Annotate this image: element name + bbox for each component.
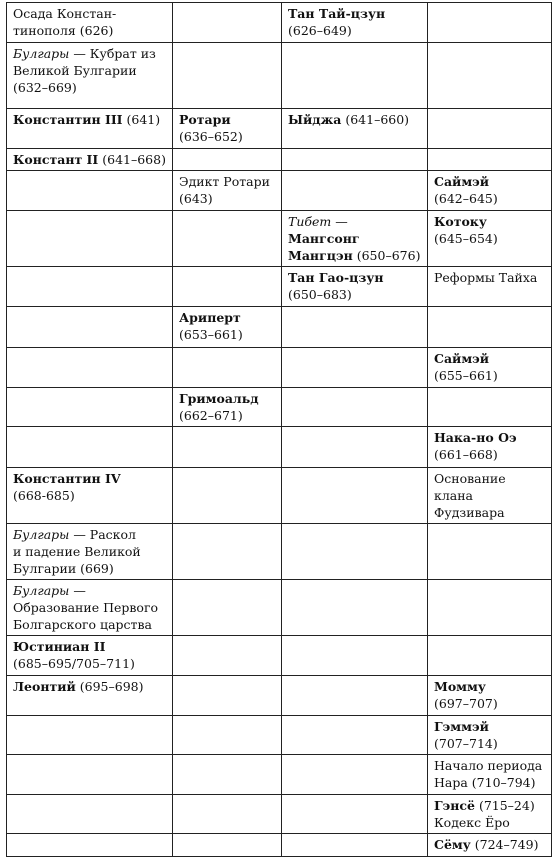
table-cell-japan xyxy=(428,109,552,149)
table-cell-italy-lombards xyxy=(173,834,282,857)
cell-text: Кодекс Ёро xyxy=(434,815,510,830)
table-cell-italy-lombards xyxy=(173,388,282,427)
cell-line xyxy=(434,350,547,367)
table-row xyxy=(7,307,552,348)
bold-text: Мангсонг xyxy=(288,231,360,246)
cell-line xyxy=(434,367,547,384)
cell-text: (685–695/705–711) xyxy=(13,656,135,671)
cell-line xyxy=(13,22,168,39)
cell-line xyxy=(288,111,423,128)
cell-line xyxy=(13,79,168,96)
table-cell-byzantium-and-balkans xyxy=(7,388,173,427)
cell-text: (695–698) xyxy=(75,679,144,694)
bold-text: Ариперт xyxy=(179,310,241,325)
table-cell-byzantium-and-balkans xyxy=(7,427,173,468)
cell-text: Нара (710–794) xyxy=(434,775,536,790)
bold-text: Константин IV xyxy=(13,471,121,486)
table-cell-italy-lombards xyxy=(173,795,282,834)
table-row xyxy=(7,427,552,468)
cell-line xyxy=(434,429,547,446)
cell-line xyxy=(434,470,547,504)
table-cell-china-korea-tibet xyxy=(282,676,428,716)
cell-text: (641–660) xyxy=(341,112,410,127)
table-cell-china-korea-tibet xyxy=(282,834,428,857)
cell-line xyxy=(13,470,168,487)
table-row xyxy=(7,795,552,834)
cell-text: (642–645) xyxy=(434,191,498,206)
cell-text: (668-685) xyxy=(13,488,75,503)
cell-line xyxy=(288,269,423,286)
bold-text: Сёму xyxy=(434,837,471,852)
table-cell-italy-lombards xyxy=(173,109,282,149)
table-cell-italy-lombards xyxy=(173,755,282,795)
table-row xyxy=(7,171,552,211)
table-row xyxy=(7,834,552,857)
bold-text: Гримоальд xyxy=(179,391,259,406)
table-cell-italy-lombards xyxy=(173,427,282,468)
cell-line xyxy=(434,269,547,286)
bold-text: Ыйджа xyxy=(288,112,342,127)
table-cell-china-korea-tibet xyxy=(282,43,428,109)
cell-text: и падение Великой xyxy=(13,544,141,559)
table-cell-byzantium-and-balkans xyxy=(7,716,173,755)
bold-text: Гэммэй xyxy=(434,719,489,734)
chronology-table-body xyxy=(7,3,552,857)
table-cell-italy-lombards xyxy=(173,676,282,716)
cell-line xyxy=(434,718,547,735)
cell-text: Фудзивара xyxy=(434,505,505,520)
italic-text: Тибет xyxy=(288,214,332,229)
table-cell-byzantium-and-balkans xyxy=(7,580,173,636)
chronology-table xyxy=(6,2,552,857)
cell-line xyxy=(13,655,168,672)
table-cell-italy-lombards xyxy=(173,716,282,755)
table-row xyxy=(7,636,552,676)
table-cell-byzantium-and-balkans xyxy=(7,636,173,676)
cell-text: (645–654) xyxy=(434,231,498,246)
cell-line xyxy=(13,560,168,577)
bold-text: Саймэй xyxy=(434,174,490,189)
bold-text: Тан Тай-цзун xyxy=(288,6,386,21)
table-cell-japan xyxy=(428,636,552,676)
bold-text: Константин III xyxy=(13,112,123,127)
table-cell-china-korea-tibet xyxy=(282,149,428,171)
table-cell-byzantium-and-balkans xyxy=(7,524,173,580)
table-cell-china-korea-tibet xyxy=(282,211,428,267)
cell-text: Великой Булгарии xyxy=(13,63,137,78)
cell-line xyxy=(434,836,547,853)
cell-line xyxy=(434,757,547,774)
table-cell-byzantium-and-balkans xyxy=(7,468,173,524)
table-cell-italy-lombards xyxy=(173,3,282,43)
cell-text: (653–661) xyxy=(179,327,243,342)
cell-text: (626–649) xyxy=(288,23,352,38)
table-cell-byzantium-and-balkans xyxy=(7,348,173,388)
cell-text: (662–671) xyxy=(179,408,243,423)
cell-text: (636–652) xyxy=(179,129,243,144)
cell-line xyxy=(13,678,168,695)
cell-text: (643) xyxy=(179,191,213,206)
cell-line xyxy=(288,286,423,303)
cell-text: — Раскол xyxy=(69,527,136,542)
cell-line xyxy=(434,446,547,463)
cell-text: (697–707) xyxy=(434,696,498,711)
table-cell-italy-lombards xyxy=(173,307,282,348)
table-row xyxy=(7,716,552,755)
cell-text: — xyxy=(331,214,348,229)
table-row xyxy=(7,676,552,716)
table-cell-byzantium-and-balkans xyxy=(7,171,173,211)
cell-line xyxy=(179,326,277,343)
table-cell-japan xyxy=(428,676,552,716)
table-cell-china-korea-tibet xyxy=(282,468,428,524)
cell-line xyxy=(13,582,168,599)
bold-text: Констант II xyxy=(13,152,99,167)
cell-text: (715–24) xyxy=(474,798,535,813)
table-cell-japan xyxy=(428,3,552,43)
table-cell-italy-lombards xyxy=(173,149,282,171)
table-cell-italy-lombards xyxy=(173,211,282,267)
table-cell-china-korea-tibet xyxy=(282,755,428,795)
cell-line xyxy=(13,487,168,504)
table-cell-byzantium-and-balkans xyxy=(7,755,173,795)
bold-text: Юстиниан II xyxy=(13,639,106,654)
cell-line xyxy=(434,797,547,814)
table-cell-byzantium-and-balkans xyxy=(7,676,173,716)
cell-line xyxy=(13,5,168,22)
table-row xyxy=(7,109,552,149)
cell-text: Болгарского царства xyxy=(13,617,152,632)
cell-line xyxy=(288,22,423,39)
cell-text: — Кубрат из xyxy=(69,46,156,61)
table-cell-china-korea-tibet xyxy=(282,267,428,307)
table-cell-japan xyxy=(428,468,552,524)
table-cell-byzantium-and-balkans xyxy=(7,795,173,834)
bold-text: Ротари xyxy=(179,112,231,127)
cell-line xyxy=(179,173,277,190)
table-row xyxy=(7,524,552,580)
cell-text: Эдикт Ротари xyxy=(179,174,270,189)
cell-text: Основание клана xyxy=(434,471,506,503)
cell-text: (650–683) xyxy=(288,287,352,302)
table-cell-japan xyxy=(428,795,552,834)
table-row xyxy=(7,580,552,636)
cell-text: (724–749) xyxy=(470,837,539,852)
table-cell-japan xyxy=(428,427,552,468)
cell-line xyxy=(13,62,168,79)
cell-line xyxy=(179,309,277,326)
table-cell-italy-lombards xyxy=(173,43,282,109)
table-cell-japan xyxy=(428,149,552,171)
table-row xyxy=(7,468,552,524)
table-cell-byzantium-and-balkans xyxy=(7,834,173,857)
table-cell-china-korea-tibet xyxy=(282,3,428,43)
table-cell-byzantium-and-balkans xyxy=(7,211,173,267)
cell-line xyxy=(434,173,547,190)
cell-text: тинополя (626) xyxy=(13,23,114,38)
bold-text: Котоку xyxy=(434,214,487,229)
cell-line xyxy=(13,45,168,62)
table-cell-japan xyxy=(428,267,552,307)
cell-text: (641) xyxy=(122,112,161,127)
cell-line xyxy=(434,678,547,695)
cell-text: (661–668) xyxy=(434,447,498,462)
table-cell-italy-lombards xyxy=(173,267,282,307)
table-cell-china-korea-tibet xyxy=(282,171,428,211)
bold-text: Саймэй xyxy=(434,351,490,366)
table-cell-japan xyxy=(428,307,552,348)
cell-text: (707–714) xyxy=(434,736,498,751)
table-cell-china-korea-tibet xyxy=(282,716,428,755)
table-cell-italy-lombards xyxy=(173,171,282,211)
italic-text: Булгары xyxy=(13,583,70,598)
table-cell-japan xyxy=(428,211,552,267)
cell-text: (641–668) xyxy=(98,152,166,167)
cell-line xyxy=(179,128,277,145)
cell-text: Начало периода xyxy=(434,758,543,773)
bold-text: Леонтий xyxy=(13,679,76,694)
table-cell-japan xyxy=(428,716,552,755)
table-cell-china-korea-tibet xyxy=(282,580,428,636)
cell-text: — xyxy=(69,583,86,598)
table-row xyxy=(7,43,552,109)
cell-line xyxy=(434,735,547,752)
table-row xyxy=(7,348,552,388)
table-cell-japan xyxy=(428,755,552,795)
cell-line xyxy=(434,814,547,831)
table-cell-italy-lombards xyxy=(173,468,282,524)
table-cell-china-korea-tibet xyxy=(282,636,428,676)
cell-line xyxy=(179,390,277,407)
cell-line xyxy=(434,695,547,712)
table-cell-italy-lombards xyxy=(173,580,282,636)
bold-text: Мангцэн xyxy=(288,248,353,263)
bold-text: Гэнсё xyxy=(434,798,475,813)
table-cell-china-korea-tibet xyxy=(282,109,428,149)
cell-text: Реформы Тайха xyxy=(434,270,538,285)
cell-line xyxy=(13,111,168,128)
cell-line xyxy=(434,213,547,230)
cell-line xyxy=(13,638,168,655)
table-cell-byzantium-and-balkans xyxy=(7,3,173,43)
italic-text: Булгары xyxy=(13,46,70,61)
cell-line xyxy=(179,407,277,424)
cell-line xyxy=(434,504,547,521)
cell-line xyxy=(288,213,423,247)
cell-line xyxy=(13,599,168,616)
cell-line xyxy=(13,543,168,560)
table-cell-china-korea-tibet xyxy=(282,388,428,427)
table-cell-japan xyxy=(428,580,552,636)
cell-text: Образование Первого xyxy=(13,600,159,615)
cell-line xyxy=(13,151,168,168)
cell-text: (655–661) xyxy=(434,368,498,383)
table-cell-china-korea-tibet xyxy=(282,307,428,348)
table-cell-china-korea-tibet xyxy=(282,524,428,580)
cell-text: (650–676) xyxy=(352,248,421,263)
table-cell-china-korea-tibet xyxy=(282,348,428,388)
table-cell-china-korea-tibet xyxy=(282,795,428,834)
bold-text: Момму xyxy=(434,679,486,694)
table-row xyxy=(7,267,552,307)
cell-text: Осада Констан- xyxy=(13,6,117,21)
table-cell-japan xyxy=(428,348,552,388)
table-cell-japan xyxy=(428,834,552,857)
table-row xyxy=(7,3,552,43)
bold-text: Тан Гао-цзун xyxy=(288,270,384,285)
cell-line xyxy=(179,111,277,128)
italic-text: Булгары xyxy=(13,527,70,542)
cell-line xyxy=(434,230,547,247)
table-cell-italy-lombards xyxy=(173,636,282,676)
table-cell-japan xyxy=(428,524,552,580)
cell-line xyxy=(288,5,423,22)
cell-line xyxy=(288,247,423,264)
table-row xyxy=(7,149,552,171)
cell-line xyxy=(13,526,168,543)
table-row xyxy=(7,388,552,427)
table-cell-byzantium-and-balkans xyxy=(7,307,173,348)
table-cell-china-korea-tibet xyxy=(282,427,428,468)
table-cell-japan xyxy=(428,388,552,427)
cell-line xyxy=(179,190,277,207)
cell-text: (632–669) xyxy=(13,80,77,95)
table-cell-byzantium-and-balkans xyxy=(7,43,173,109)
table-cell-byzantium-and-balkans xyxy=(7,109,173,149)
table-cell-byzantium-and-balkans xyxy=(7,149,173,171)
table-cell-japan xyxy=(428,171,552,211)
table-cell-byzantium-and-balkans xyxy=(7,267,173,307)
table-cell-japan xyxy=(428,43,552,109)
cell-line xyxy=(13,616,168,633)
cell-line xyxy=(434,774,547,791)
bold-text: Нака-но Оэ xyxy=(434,430,517,445)
cell-text: Булгарии (669) xyxy=(13,561,114,576)
table-cell-italy-lombards xyxy=(173,348,282,388)
table-cell-italy-lombards xyxy=(173,524,282,580)
cell-line xyxy=(434,190,547,207)
table-row xyxy=(7,755,552,795)
table-row xyxy=(7,211,552,267)
